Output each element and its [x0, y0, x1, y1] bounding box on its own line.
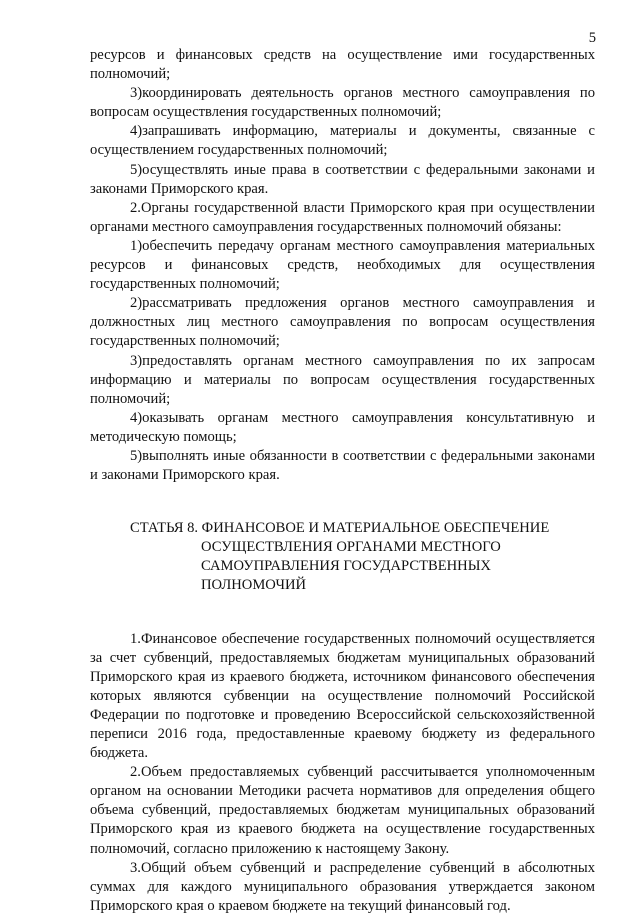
article-title-line-2: ОСУЩЕСТВЛЕНИЯ ОРГАНАМИ МЕСТНОГО — [201, 539, 501, 556]
paragraph: 2.Объем предоставляемых субвенций рассчитывается уполномоченным органом на основании Методики расчета нормативов для определения общего объема субвенций, предоставляемых бюджетам муниципальных образований Приморского края из краевого бюджета на осуществление государственных полномочий, согласно приложению к настоящему Закону. — [90, 764, 595, 857]
paragraph: 1)обеспечить передачу органам местного самоуправления материальных ресурсов и финансовых средств, необходимых для осуществления государственных полномочий; — [90, 237, 595, 293]
paragraph: 1.Финансовое обеспечение государственных полномочий осуществляется за счет субвенций, предоставляемых бюджетам муниципальных образований Приморского края из краевого бюджета, источником финансового обеспечения которых являются субвенции на осуществление полномочий Российской Федерации по подготовке и проведению Всероссийской сельскохозяйственной переписи 2016 года, предоставленные краевому бюджету из федерального бюджета. — [90, 630, 595, 762]
paragraph-group-bottom — [90, 630, 595, 916]
article-title-line-4: ПОЛНОМОЧИЙ — [201, 577, 307, 594]
paragraph: 5)выполнять иные обязанности в соответствии с федеральными законами и законами Приморского края. — [90, 447, 595, 484]
article-title-line-3: САМОУПРАВЛЕНИЯ ГОСУДАРСТВЕННЫХ — [201, 558, 491, 575]
article-heading — [90, 519, 595, 595]
paragraph: ресурсов и финансовых средств на осуществление ими государственных полномочий; — [90, 47, 595, 83]
paragraph: 2)рассматривать предложения органов местного самоуправления и должностных лиц местного самоуправления по вопросам осуществления государственных полномочий; — [90, 295, 595, 350]
paragraph: 3)координировать деятельность органов местного самоуправления по вопросам осуществления государственных полномочий; — [90, 85, 595, 121]
document-body — [90, 46, 595, 916]
page-number: 5 — [588, 30, 596, 46]
paragraph: 3)предоставлять органам местного самоуправления по их запросам информацию и материалы по вопросам осуществления государственных полномочий; — [90, 352, 595, 407]
paragraph: 3.Общий объем субвенций и распределение субвенций в абсолютных суммах для каждого муниципального образования утверждается законом Приморского края о краевом бюджете на текущий финансовый год. — [90, 859, 595, 914]
paragraph-group-top — [90, 46, 595, 485]
paragraph: 4)оказывать органам местного самоуправления консультативную и методическую помощь; — [90, 409, 595, 445]
article-title-line-1: СТАТЬЯ 8. ФИНАНСОВОЕ И МАТЕРИАЛЬНОЕ ОБЕСПЕЧЕНИЕ — [130, 520, 550, 537]
paragraph: 2.Органы государственной власти Приморского края при осуществлении органами местного самоуправления государственных полномочий обязаны: — [90, 199, 595, 235]
paragraph: 5)осуществлять иные права в соответствии с федеральными законами и законами Приморского края. — [90, 161, 595, 197]
paragraph: 4)запрашивать информацию, материалы и документы, связанные с осуществлением государственных полномочий; — [90, 123, 595, 159]
